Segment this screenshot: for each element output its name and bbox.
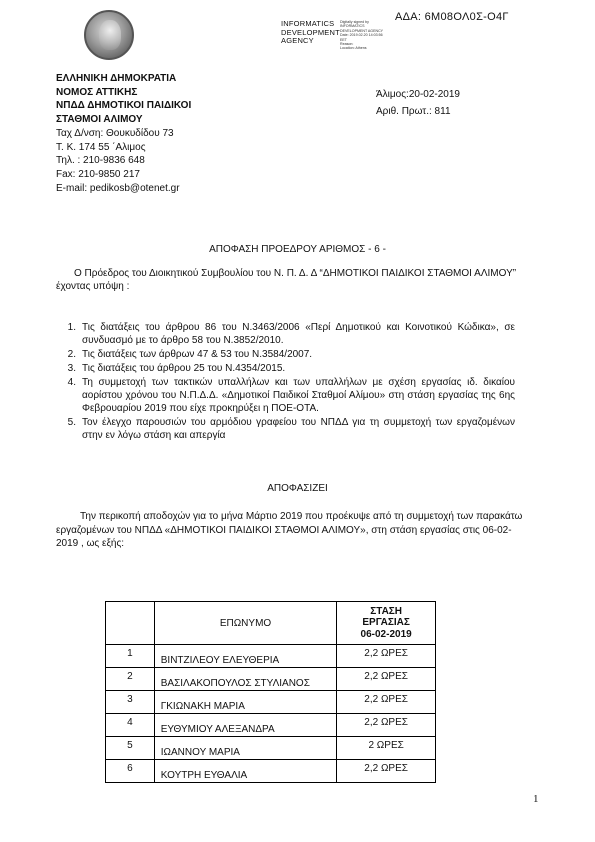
org-address: Ταχ Δ/νση: Θουκυδίδου 73 (56, 127, 174, 139)
list-item-number: 4. (67, 377, 76, 388)
list-item-text: Τις διατάξεις του άρθρου 25 του Ν.4354/2015. (82, 363, 286, 374)
list-item (60, 321, 515, 347)
table-row (106, 760, 436, 783)
header-strike-line: ΕΡΓΑΣΙΑΣ (362, 617, 410, 629)
ida-title-line: INFORMATICS (281, 19, 335, 28)
header-surname: ΕΠΩΝΥΜΟ (154, 602, 337, 645)
table-row (106, 668, 436, 691)
header-number (106, 602, 155, 645)
row-hours: 2,2 ΩΡΕΣ (337, 714, 436, 737)
list-item-text: Τη συμμετοχή των τακτικών υπαλλήλων και των υπαλλήλων με σχέση εργασίας ιδ. δικαίου αορίστου χρόνου του Ν.Π.Δ.Δ. «Δημοτικοί Παιδικοί Σταθμοί Αλίμου» στη στάση εργασίας της 6ης Φεβρουαρίου 2019 που είχε προκηρύξει η ΠΟΕ-ΟΤΑ. (82, 377, 515, 414)
ada-code: ΑΔΑ: 6Μ08ΟΛ0Σ-Ο4Γ (395, 11, 509, 23)
list-item (60, 362, 515, 375)
row-hours: 2 ΩΡΕΣ (337, 737, 436, 760)
table-row (106, 645, 436, 668)
row-number: 1 (106, 645, 155, 668)
table-row (106, 714, 436, 737)
list-item-number: 5. (67, 417, 76, 428)
list-item (60, 416, 515, 442)
row-hours: 2,2 ΩΡΕΣ (337, 645, 436, 668)
emblem-head-icon (99, 20, 121, 50)
signature-line: INFORMATICS (340, 24, 365, 29)
row-name: ΒΑΣΙΛΑΚΟΠΟΥΛΟΣ ΣΤΥΛΙΑΝΟΣ (154, 668, 337, 691)
header-strike (337, 602, 436, 645)
greek-emblem-logo (84, 10, 134, 60)
page-number: 1 (533, 793, 539, 805)
decides-heading: ΑΠΟΦΑΣΙΖΕΙ (267, 483, 328, 494)
ida-title (281, 20, 340, 46)
ida-title-line: AGENCY (281, 36, 314, 45)
row-number: 6 (106, 760, 155, 783)
signature-line: Digitally signed by (340, 20, 369, 24)
row-number: 5 (106, 737, 155, 760)
intro-paragraph: Ο Πρόεδρος του Διοικητικού Συμβουλίου του Ν. Π. Δ. Δ “ΔΗΜΟΤΙΚΟΙ ΠΑΙΔΙΚΟΙ ΣΤΑΘΜΟΙ ΑΛΙΜΟΥ” έχοντας υπόψη : (56, 268, 517, 292)
list-item-number: 1. (67, 322, 76, 333)
row-number: 3 (106, 691, 155, 714)
row-number: 4 (106, 714, 155, 737)
header-strike-line: 06-02-2019 (360, 628, 412, 640)
list-item-number: 3. (67, 363, 76, 374)
protocol-number: Αριθ. Πρωτ.: 811 (376, 106, 451, 117)
org-line: ΕΛΛΗΝΙΚΗ ΔΗΜΟΚΡΑΤΙΑ (56, 73, 177, 84)
organization-block (56, 72, 191, 195)
row-hours: 2,2 ΩΡΕΣ (337, 760, 436, 783)
row-hours: 2,2 ΩΡΕΣ (337, 691, 436, 714)
considerations-list (60, 321, 515, 443)
signature-line: Reason: (340, 42, 354, 47)
table-row (106, 691, 436, 714)
document-date: Άλιμος:20-02-2019 (376, 89, 460, 100)
header-strike-line: ΣΤΑΣΗ (370, 605, 403, 617)
decision-title: ΑΠΟΦΑΣΗ ΠΡΟΕΔΡΟΥ ΑΡΙΘΜΟΣ - 6 - (209, 244, 386, 255)
list-item (60, 376, 515, 415)
row-name: ΙΩΑΝΝΟΥ ΜΑΡΙΑ (154, 737, 337, 760)
table-header-row (106, 602, 436, 645)
org-line: ΣΤΑΘΜΟΙ ΑΛΙΜΟΥ (56, 114, 143, 126)
org-fax: Fax: 210-9850 217 (56, 168, 140, 180)
org-postal-code: Τ. Κ. 174 55 ΄Αλιμος (56, 141, 146, 153)
signature-line: DEVELOPMENT AGENCY (340, 28, 384, 33)
org-phone: Τηλ. : 210-9836 648 (56, 155, 145, 167)
row-hours: 2,2 ΩΡΕΣ (337, 668, 436, 691)
table-row (106, 737, 436, 760)
row-name: ΕΥΘΥΜΙΟΥ ΑΛΕΞΑΝΔΡΑ (154, 714, 337, 737)
row-number: 2 (106, 668, 155, 691)
decision-paragraph: Την περικοπή αποδοχών για το μήνα Μάρτιο 2019 που προέκυψε από τη συμμετοχή των παρακάτω εργαζομένων του ΝΠΔΔ «ΔΗΜΟΤΙΚΟΙ ΠΑΙΔΙΚΟΙ ΣΤΑΘΜΟΙ ΑΛΙΜΟΥ», στη στάση εργασίας στις 06-02-2019 , ως εξής: (56, 511, 523, 549)
org-email: E-mail: pedikosb@otenet.gr (56, 182, 180, 194)
list-item-text: Τον έλεγχο παρουσιών του αρμόδιου γραφείου του ΝΠΔΔ για τη συμμετοχή των εργαζομένων στην εν λόγω στάση και απεργία (82, 417, 515, 441)
row-name: ΒΙΝΤΖΙΛΕΟΥ ΕΛΕΥΘΕΡΙΑ (154, 645, 337, 668)
digital-signature-details (340, 20, 383, 51)
signature-line: Date: 2019.02.20 14:03:56 (340, 33, 383, 38)
row-name: ΚΟΥΤΡΗ ΕΥΘΑΛΙΑ (154, 760, 337, 783)
ida-title-line: DEVELOPMENT (281, 27, 340, 37)
signature-line: EET (340, 37, 347, 42)
date-protocol-block (376, 86, 460, 120)
list-item (60, 348, 515, 361)
list-item-number: 2. (67, 349, 76, 360)
employees-table (105, 601, 436, 783)
org-line: ΝΠΔΔ ΔΗΜΟΤΙΚΟΙ ΠΑΙΔΙΚΟΙ (56, 100, 192, 112)
row-name: ΓΚΙΩΝΑΚΗ ΜΑΡΙΑ (154, 691, 337, 714)
list-item-text: Τις διατάξεις του άρθρου 86 του Ν.3463/2006 «Περί Δημοτικού και Κοινοτικού Κώδικα», σε συνδυασμό με το άρθρο 58 του Ν.3852/2010. (82, 322, 515, 346)
list-item-text: Τις διατάξεις των άρθρων 47 & 53 του Ν.3584/2007. (82, 349, 313, 360)
signature-line: Location: Athens (340, 46, 367, 51)
org-line: ΝΟΜΟΣ ΑΤΤΙΚΗΣ (56, 86, 138, 98)
